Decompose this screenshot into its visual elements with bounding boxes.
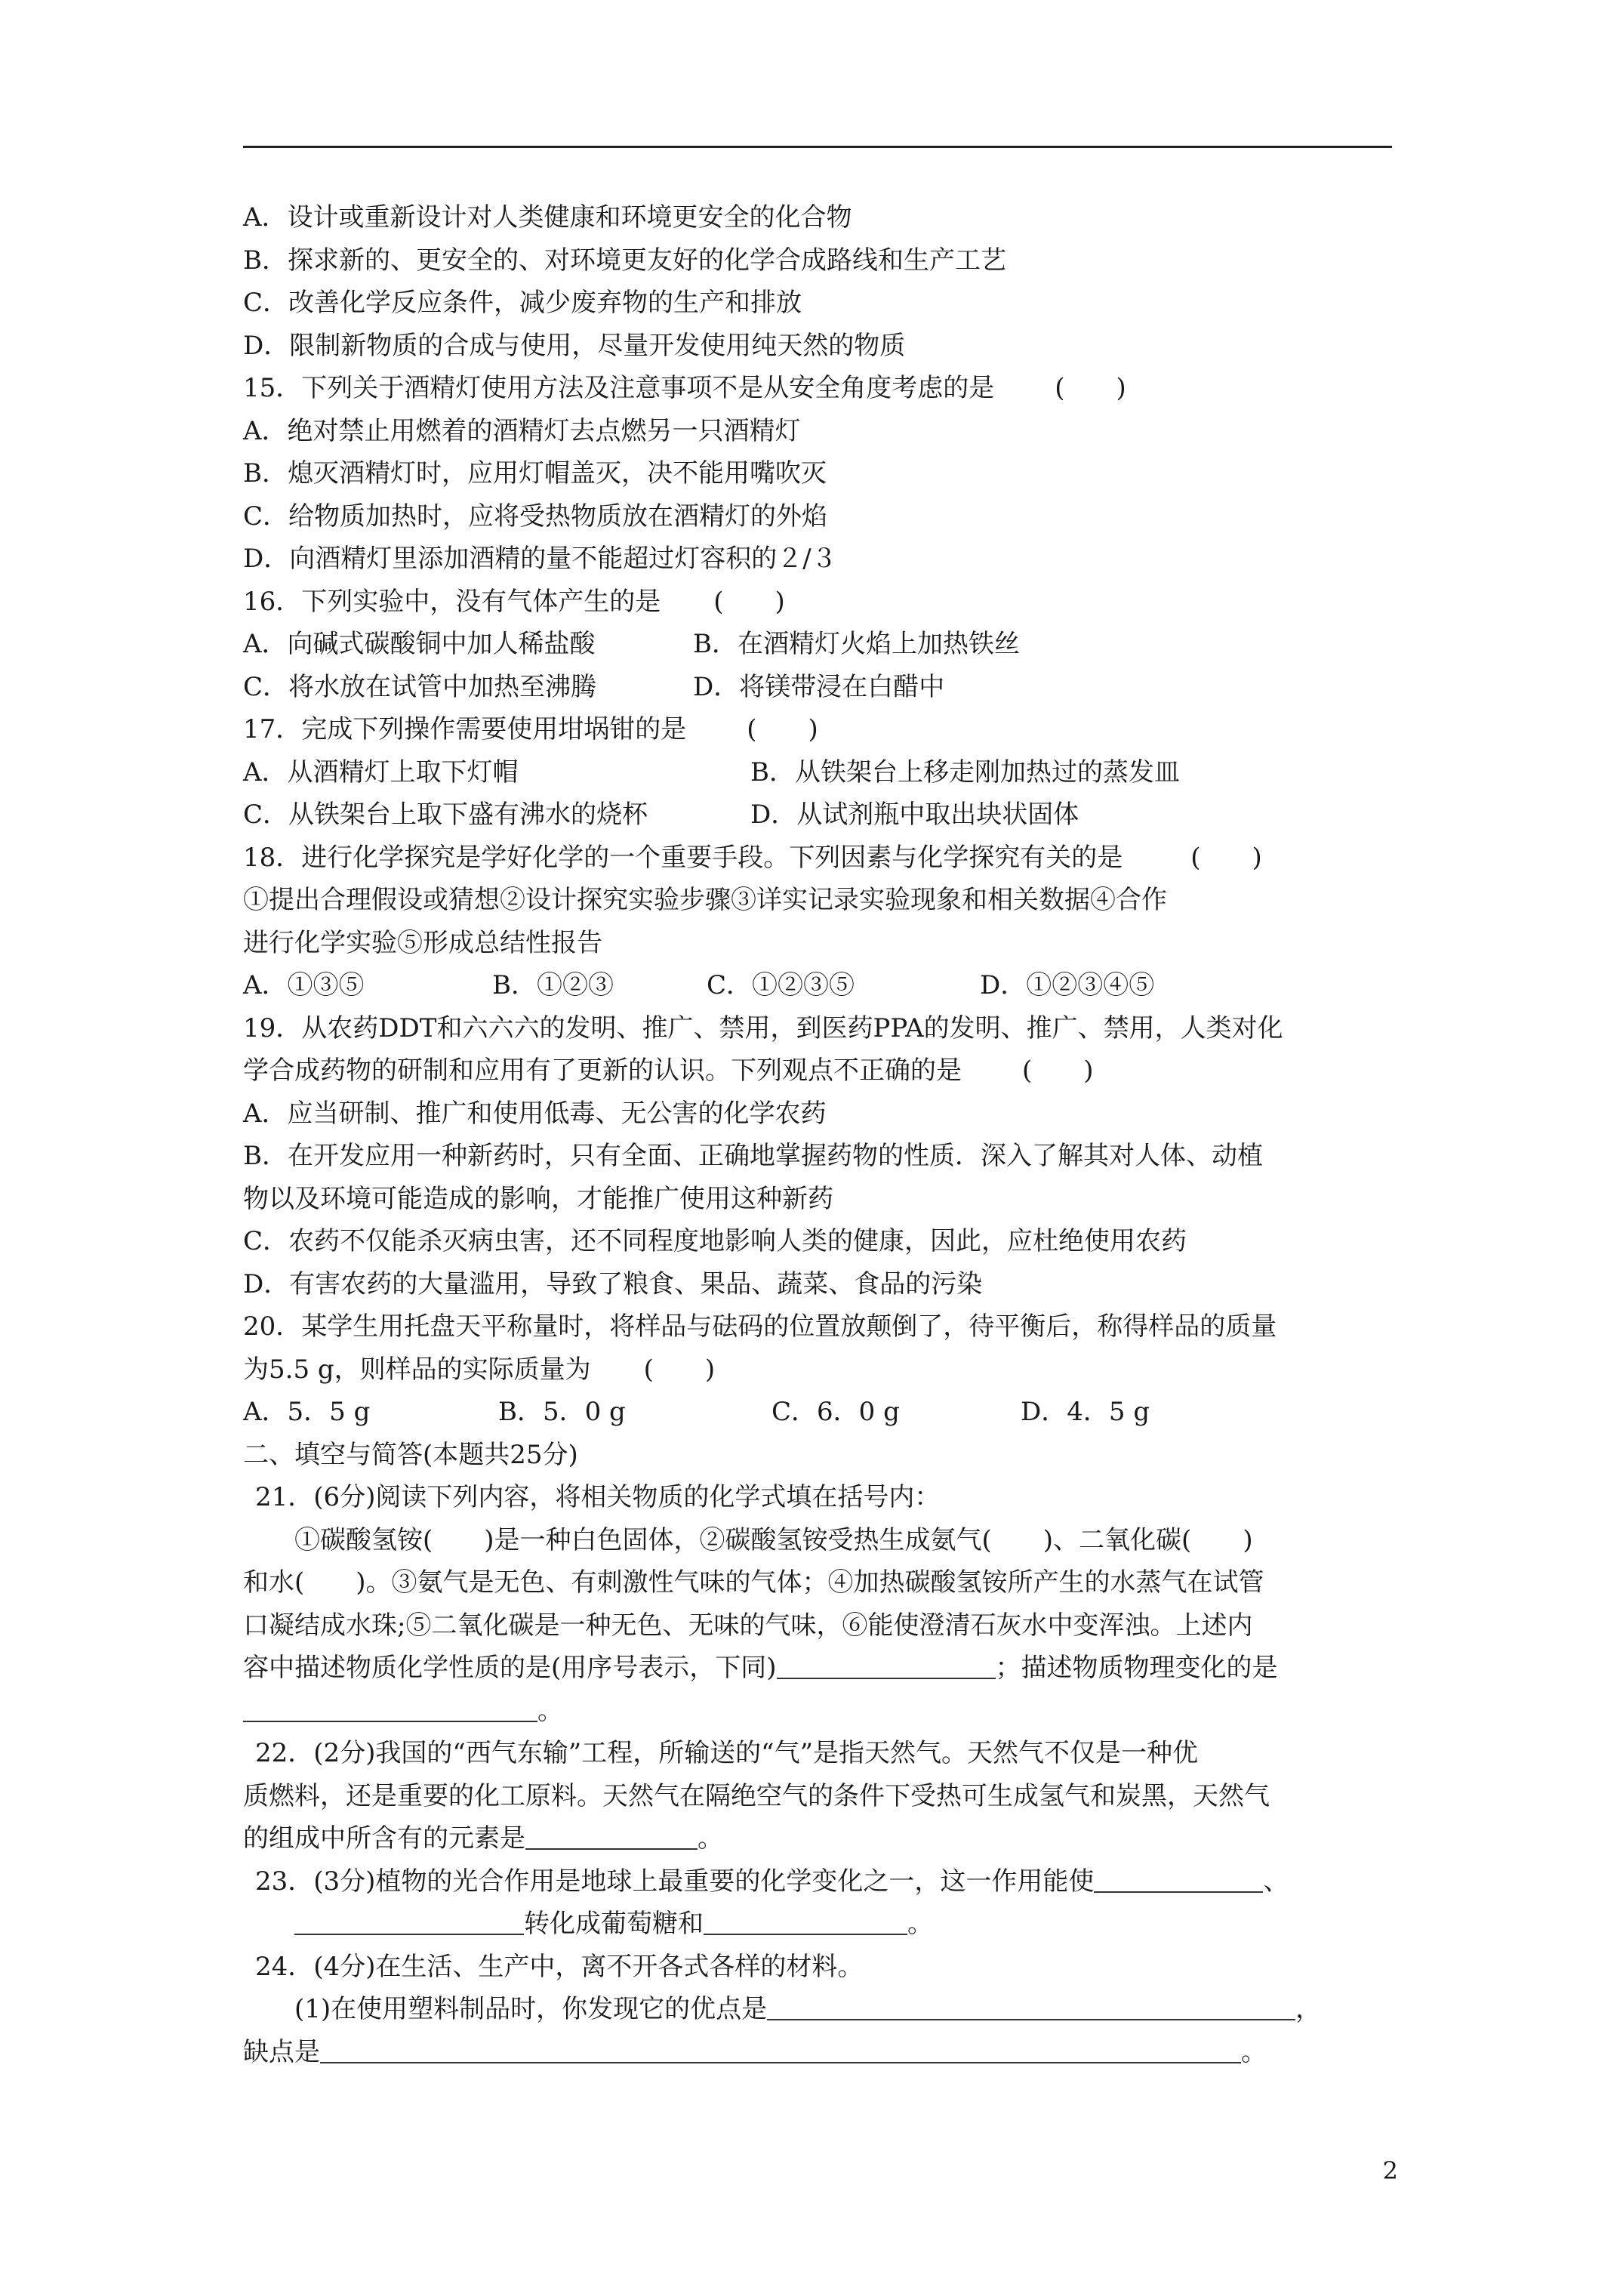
- q24-line1: 24．(4分)在生活、生产中，离不开各式各样的材料。: [255, 1951, 864, 1982]
- q20-stem-text: 为5.5 g，则样品的实际质量为: [243, 1354, 591, 1385]
- q15-option-a: A．绝对禁止用燃着的酒精灯去点燃另一只酒精灯: [243, 415, 801, 446]
- q24-advantage-prompt: (1)在使用塑料制品时，你发现它的优点是: [294, 1994, 768, 2024]
- q16-stem-text: 16．下列实验中，没有气体产生的是: [243, 586, 661, 617]
- q23-line1: [243, 1860, 1392, 1903]
- q18-line3: 进行化学实验⑤形成总结性报告: [243, 927, 602, 958]
- page-number: 2: [1382, 2156, 1398, 2185]
- q16-option-a: A．向碱式碳酸铜中加人稀盐酸: [243, 629, 596, 659]
- q23-blank-3[interactable]: [704, 1903, 907, 1935]
- q22-line3: [243, 1817, 1392, 1860]
- q20-stem-line2: [243, 1348, 1392, 1391]
- section2-title: 二、填空与简答(本题共25分): [243, 1439, 578, 1470]
- q18-answer-paren: ( ): [1190, 842, 1262, 873]
- q23-blank-2[interactable]: [294, 1903, 524, 1935]
- q21-line2: ①碳酸氢铵( )是一种白色固体，②碳酸氢铵受热生成氨气( )、二氧化碳( ): [294, 1524, 1253, 1555]
- q18-option-b: B．①②③: [492, 970, 614, 1000]
- q17-option-b: B．从铁架台上移走刚加热过的蒸发皿: [750, 757, 1180, 787]
- q18-option-a: A．①③⑤: [243, 970, 365, 1000]
- q24-line3: [243, 2031, 1392, 2074]
- q19-option-c: C．农药不仅能杀灭病虫害，还不同程度地影响人类的健康，因此，应杜绝使用农药: [243, 1226, 1187, 1256]
- exam-content: [243, 196, 1392, 2073]
- q16-stem: [243, 581, 1392, 624]
- q24-comma: ，: [1295, 1994, 1322, 2024]
- q17-answer-paren: ( ): [747, 714, 818, 744]
- q16-answer-paren: ( ): [713, 586, 785, 617]
- header-rule: [243, 146, 1392, 148]
- q21-line5: [243, 1647, 1392, 1690]
- q19-answer-paren: ( ): [1022, 1056, 1094, 1086]
- q18-stem-text: 18．进行化学探究是学好化学的一个重要手段。下列因素与化学探究有关的是: [243, 842, 1123, 873]
- q21-line4: 口凝结成水珠;⑤二氧化碳是一种无色、无味的气味，⑥能使澄清石灰水中变浑浊。上述内: [243, 1610, 1253, 1641]
- q17-stem-text: 17．完成下列操作需要使用坩埚钳的是: [243, 714, 687, 744]
- q15-option-d: D．向酒精灯里添加酒精的量不能超过灯容积的２/３: [243, 544, 837, 574]
- q14-option-c: C．改善化学反应条件，减少废弃物的生产和排放: [243, 288, 802, 318]
- q19-option-b-line1: B．在开发应用一种新药时，只有全面、正确地掌握药物的性质．深入了解其对人体、动植: [243, 1141, 1263, 1171]
- q16-option-d: D．将镁带浸在白醋中: [693, 671, 945, 702]
- q22-line2: 质燃料，还是重要的化工原料。天然气在隔绝空气的条件下受热可生成氢气和炭黑，天然气: [243, 1780, 1270, 1811]
- q18-option-c: C．①②③⑤: [707, 970, 855, 1000]
- q15-stem-text: 15．下列关于酒精灯使用方法及注意事项不是从安全角度考虑的是: [243, 373, 995, 403]
- q21-end-period: 。: [537, 1695, 563, 1726]
- q18-options: [243, 964, 1392, 1007]
- q16-option-c: C．将水放在试管中加热至沸腾: [243, 671, 597, 702]
- q24-blank-disadvantage[interactable]: [320, 2032, 1241, 2063]
- q23-mid-text: 转化成葡萄糖和: [524, 1909, 704, 1939]
- q20-options: [243, 1391, 1392, 1434]
- q21-line3: 和水( )。③氨气是无色、有刺激性气味的气体；④加热碳酸氢铵所产生的水蒸气在试管: [243, 1567, 1264, 1598]
- q22-end-period: 。: [698, 1823, 723, 1854]
- q24-line2: [243, 1988, 1392, 2031]
- q20-option-d: D．4．5 g: [1021, 1397, 1150, 1427]
- q21-prompt-chemical: 容中描述物质化学性质的是(用序号表示，下同): [243, 1653, 777, 1683]
- q23-prompt: 23．(3分)植物的光合作用是地球上最重要的化学变化之一，这一作用能使: [255, 1866, 1095, 1897]
- q20-option-c: C．6．0 g: [771, 1397, 900, 1427]
- q15-answer-paren: ( ): [1055, 373, 1126, 403]
- q20-option-a: A．5．5 g: [243, 1397, 371, 1427]
- q17-options-ab: [243, 751, 1392, 794]
- q21-line1: 21．(6分)阅读下列内容，将相关物质的化学式填在括号内：: [255, 1482, 941, 1512]
- q15-option-c: C．给物质加热时，应将受热物质放在酒精灯的外焰: [243, 501, 828, 532]
- q17-option-c: C．从铁架台上取下盛有沸水的烧杯: [243, 800, 648, 830]
- q24-blank-advantage[interactable]: [767, 1989, 1295, 2020]
- q17-options-cd: [243, 794, 1392, 837]
- q18-option-d: D．①②③④⑤: [980, 970, 1155, 1000]
- q23-end-period: 。: [907, 1909, 933, 1939]
- q15-stem: [243, 367, 1392, 410]
- q21-line6: [243, 1690, 1392, 1733]
- q19-stem-text: 学合成药物的研制和应用有了更新的认识。下列观点不正确的是: [243, 1056, 962, 1086]
- q19-option-b-line2: 物以及环境可能造成的影响，才能推广使用这种新药: [243, 1183, 833, 1214]
- q17-stem: [243, 708, 1392, 751]
- q19-option-d: D．有害农药的大量滥用，导致了粮食、果品、蔬菜、食品的污染: [243, 1268, 983, 1299]
- q19-option-a: A．应当研制、推广和使用低毒、无公害的化学农药: [243, 1098, 827, 1129]
- q20-option-b: B．5．0 g: [498, 1397, 626, 1427]
- q19-stem-line1: 19．从农药DDT和六六六的发明、推广、禁用，到医药PPA的发明、推广、禁用，人类对化: [243, 1012, 1283, 1043]
- q21-blank-physical[interactable]: [243, 1690, 537, 1722]
- q23-line2: [243, 1903, 1392, 1946]
- q16-options-cd: [243, 666, 1392, 709]
- q16-option-b: B．在酒精灯火焰上加热铁丝: [693, 629, 1020, 659]
- q19-stem-line2: [243, 1049, 1392, 1093]
- q21-prompt-physical: ；描述物质物理变化的是: [995, 1653, 1278, 1683]
- q20-stem-line1: 20．某学生用托盘天平称量时，将样品与砝码的位置放颠倒了，待平衡后，称得样品的质量: [243, 1311, 1277, 1342]
- q17-option-a: A．从酒精灯上取下灯帽: [243, 757, 519, 787]
- q14-option-b: B．探求新的、更安全的、对环境更友好的化学合成路线和生产工艺: [243, 245, 1006, 276]
- q18-stem: [243, 837, 1392, 880]
- q24-end-period: 。: [1241, 2036, 1267, 2067]
- q16-options-ab: [243, 623, 1392, 666]
- q22-prompt: 的组成中所含有的元素是: [243, 1823, 525, 1854]
- q23-blank-1[interactable]: [1094, 1861, 1263, 1893]
- q22-line1: 22．(2分)我国的“西气东输”工程，所输送的“气”是指天然气。天然气不仅是一种优: [255, 1738, 1198, 1768]
- q22-blank-elements[interactable]: [525, 1818, 698, 1850]
- q20-answer-paren: ( ): [643, 1354, 716, 1385]
- q24-disadvantage-prompt: 缺点是: [243, 2036, 320, 2067]
- q17-option-d: D．从试剂瓶中取出块状固体: [750, 800, 1079, 830]
- q21-blank-chemical[interactable]: [777, 1647, 996, 1679]
- q15-option-b: B．熄灭酒精灯时，应用灯帽盖灭，决不能用嘴吹灭: [243, 458, 827, 488]
- q14-option-d: D．限制新物质的合成与使用，尽量开发使用纯天然的物质: [243, 330, 906, 361]
- q23-comma: 、: [1263, 1866, 1289, 1897]
- q18-line2: ①提出合理假设或猜想②设计探究实验步骤③详实记录实验现象和相关数据④合作: [243, 885, 1167, 915]
- q14-option-a: A．设计或重新设计对人类健康和环境更安全的化合物: [243, 202, 852, 233]
